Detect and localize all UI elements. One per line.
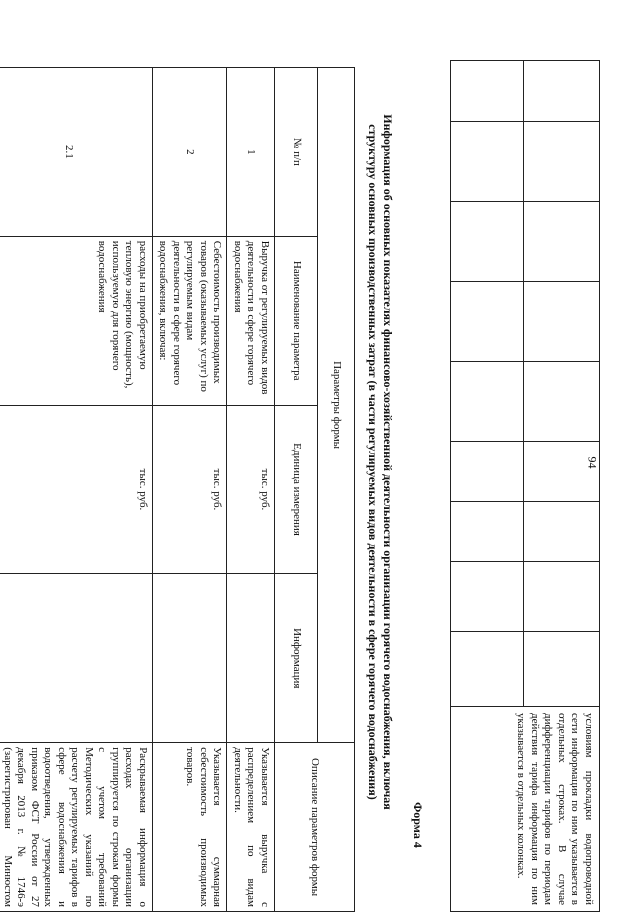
row-unit: тыс. руб. (153, 405, 228, 574)
form-table (0, 67, 355, 912)
params-group-header: Параметры формы (318, 68, 355, 743)
page-number: 94 (585, 456, 600, 469)
empty-grid (450, 60, 600, 706)
row-desc: Раскрываемая информация о расходах организации группируется по строкам формы с учетом требований Методических указаний по расчету регулируемых тарифов в сфере водоснабжения и водоотведения, утвержденных приказом ФСТ России от 27 декабря 2013 г. № 1746-э (зарегистрирован Минюстом (0, 743, 153, 912)
row-num: 2.1 (0, 68, 153, 237)
info-header: Информация (275, 574, 318, 743)
form-label: Форма 4 (411, 802, 425, 848)
row-num: 2 (153, 68, 228, 237)
row-desc: Указывается суммарная себестоимость производимых товаров. (153, 743, 228, 912)
header-row-1 (318, 68, 355, 912)
row-info (227, 574, 275, 743)
row-desc: Указывается выручка с распределением по видам деятельности. (227, 743, 275, 912)
top-description-cell: условиям прокладки водопроводной сети информация по ним указывается в отдельных строках. В случае дифференциации тарифов по периодам действия тарифа информация по ним указывается в отдельных колонках. (450, 706, 600, 912)
table-row (0, 68, 153, 912)
row-unit: тыс. руб. (0, 405, 153, 574)
row-info (0, 574, 153, 743)
row-name: расходы на приобретаемую тепловую энергию (мощность), используемую для горячего водоснабжения (0, 236, 153, 405)
rotated-page (2, 12, 600, 912)
name-header: Наименование параметра (275, 236, 318, 405)
desc-header: Описание параметров формы (275, 743, 355, 912)
row-num: 1 (227, 68, 275, 237)
table-row (153, 68, 228, 912)
row-name: Себестоимость производимых товаров (оказываемых услуг) по регулируемым видам деятельности в сфере горячего водоснабжения, включая: (153, 236, 228, 405)
row-unit: тыс. руб. (227, 405, 275, 574)
unit-header: Единица измерения (275, 405, 318, 574)
title-line-2: структуру основных производственных затрат (в части регулируемых видов деятельности в сфере горячего водоснабжения) (366, 124, 380, 800)
table-row (227, 68, 275, 912)
row-info (153, 574, 228, 743)
previous-table-fragment (450, 60, 600, 912)
document-title (365, 12, 395, 912)
row-name: Выручка от регулируемых видов деятельности в сфере горячего водоснабжения (227, 236, 275, 405)
num-header: № п/п (275, 68, 318, 237)
title-line-1: Информация об основных показателях финансово-хозяйственной деятельности организации горячего водоснабжения, включая (381, 114, 395, 810)
